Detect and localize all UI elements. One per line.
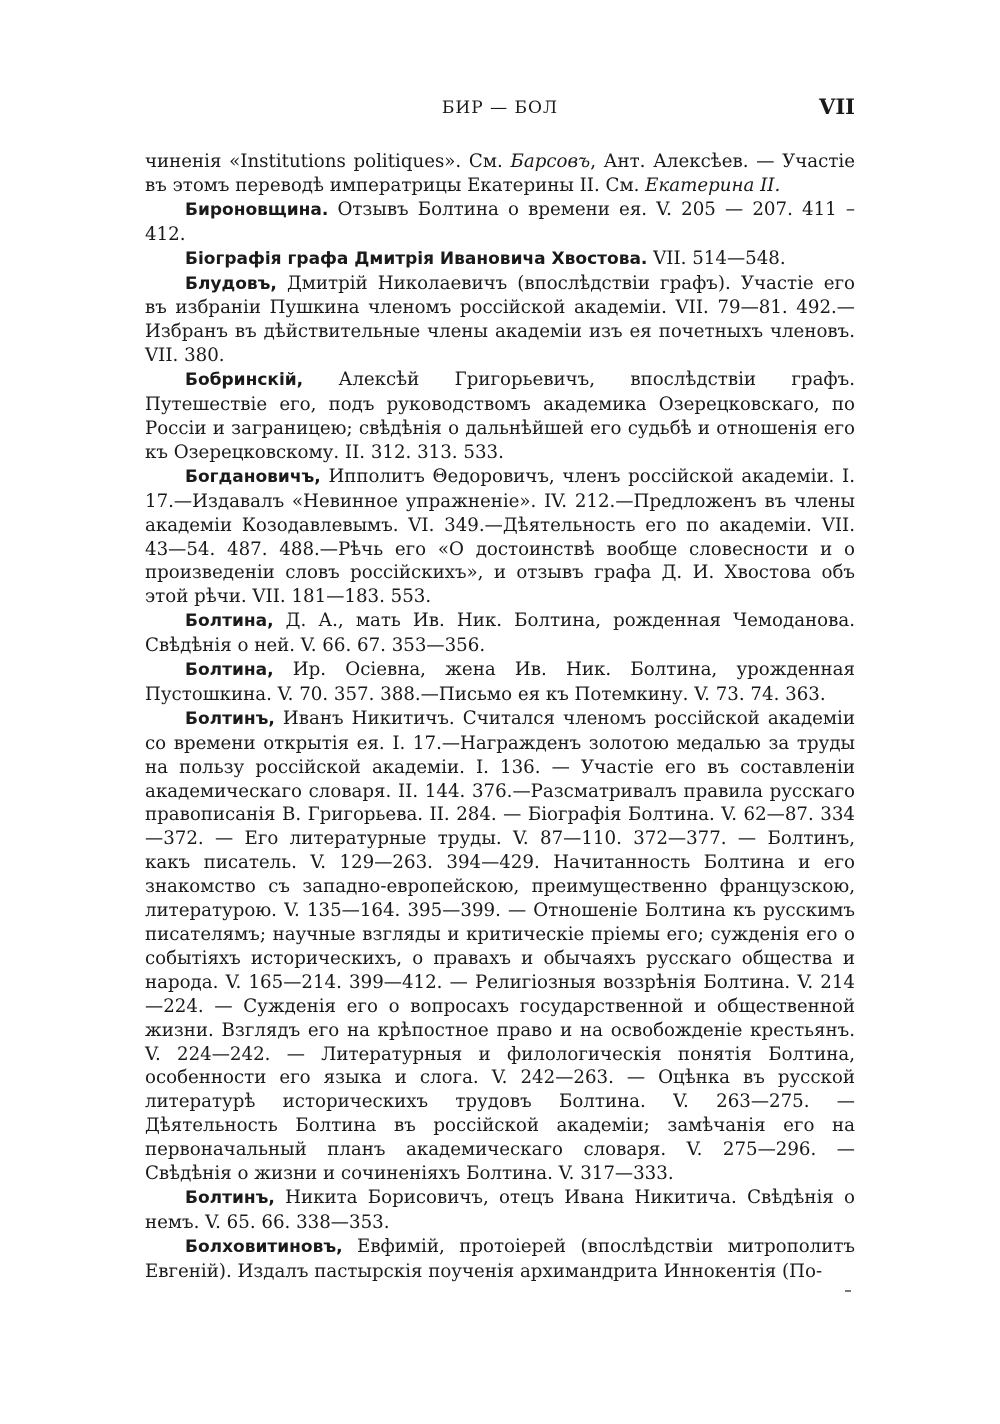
entry-headword: Болтинъ,: [185, 1187, 275, 1208]
entry-headword: Болховитиновъ,: [185, 1236, 343, 1257]
entry-headword: Болтинъ,: [185, 708, 275, 729]
entry-headword: Болтина,: [185, 611, 274, 632]
index-entry: Болтинъ, Иванъ Никитичъ. Считался членомъ россійской академіи со времени открытія ея. I. 17.—Награжденъ золотою медалью за труды на пользу россійской академіи. I. 136. — Участіе его въ составленіи академическаго словаря. II. 144. 376.—Разсматривалъ правила русскаго правописанія В. Григорьева. II. 284. — Біографія Болтина. V. 62—87. 334—372. — Его литературные труды. V. 87—110. 372—377. — Болтинъ, какъ писатель. V. 129—263. 394—429. Начитанность Болтина и его знакомство съ западно-европейскою, преимущественно французскою, литературою. V. 135—164. 395—399. — Отношеніе Болтина къ русскимъ писателямъ; научные взгляды и критическіе пріемы его; сужденія его о событіяхъ историческихъ, о правахъ и обычаяхъ русскаго общества и народа. V. 165—214. 399—412. — Религіозныя воззрѣнія Болтина. V. 214—224. — Сужденія его о вопросахъ государственной и общественной жизни. Взглядъ его на крѣпостное право и на освобожденіе крестьянъ. V. 224—242. — Литературныя и филологическія понятія Болтина, особенности его языка и слога. V. 242—263. — Оцѣнка въ русской литературѣ историческихъ трудовъ Болтина. V. 263—275. — Дѣятельность Болтина въ россійской академіи; замѣчанія его на первоначальный планъ академическаго словаря. V. 275—296. — Свѣдѣнія о жизни и сочиненіяхъ Болтина. V. 317—333.: [145, 707, 855, 1185]
index-entry-continued: чиненія «Institutions politiques». См. Барсовъ, Ант. Алексѣев. — Участіе въ этомъ переводѣ императрицы Екатерины II. См. Екатерина II.: [145, 151, 855, 196]
index-entry: Болтинъ, Никита Борисовичъ, отецъ Ивана Никитича. Свѣдѣнія о немъ. V. 65. 66. 338—353.: [145, 1186, 855, 1233]
index-entry: Болховитиновъ, Евфимій, протоіерей (впослѣдствіи митрополитъ Евгеній). Издалъ пастырскія поученія архимандрита Иннокентія (По-: [145, 1235, 855, 1282]
index-entry: Болтина, Ир. Осіевна, жена Ив. Ник. Болтина, урожденная Пустошкина. V. 70. 357. 388.—Письмо ея къ Потемкину. V. 73. 74. 363.: [145, 659, 855, 705]
index-entry: Болтина, Д. А., мать Ив. Ник. Болтина, рожденная Чемоданова. Свѣдѣнія о ней. V. 66. 67. 353—356.: [145, 610, 855, 657]
page-header: [145, 92, 855, 126]
print-speck: [845, 1290, 851, 1292]
index-entry: Біографія графа Дмитрія Ивановича Хвостова. VII. 514—548.: [185, 247, 786, 269]
entry-headword: Богдановичъ,: [185, 466, 321, 487]
entry-headword: Бироновщина.: [185, 199, 329, 220]
index-entry: Блудовъ, Дмитрій Николаевичъ (впослѣдствіи графъ). Участіе его въ избраніи Пушкина членомъ россійской академіи. VII. 79—81. 492.—Избранъ въ дѣйствительные члены академіи изъ ея почетныхъ членовъ. VII. 380.: [145, 272, 855, 367]
entry-headword: Блудовъ,: [185, 273, 277, 294]
page-number: VII: [819, 94, 855, 119]
index-entry: Богдановичъ, Ипполитъ Θедоровичъ, членъ россійской академіи. I. 17.—Издавалъ «Невинное упражненіе». IV. 212.—Предложенъ въ члены академіи Козодавлевымъ. VI. 349.—Дѣятельность его по академіи. VII. 43—54. 487. 488.—Рѣчь его «О достоинствѣ вообще словесности и о произведеніи словъ россійскихъ», и отзывъ графа Д. И. Хвостова объ этой рѣчи. VII. 181—183. 553.: [145, 465, 855, 608]
entry-headword: Бобринскій,: [185, 370, 304, 391]
index-entry: Бобринскій, Алексѣй Григорьевичъ, впослѣдствіи графъ. Путешествіе его, подъ руководствомъ академика Озерецковскаго, по Россіи и заграницею; свѣдѣнія о дальнѣйшей его судьбѣ и отношенія его къ Озерецковскому. II. 312. 313. 533.: [145, 369, 855, 463]
entry-headword: Біографія графа Дмитрія Ивановича Хвостова.: [185, 248, 648, 269]
index-text: [145, 150, 855, 1284]
running-title: БИР — БОЛ: [441, 98, 559, 118]
entry-headword: Болтина,: [185, 660, 274, 681]
index-entry: Бироновщина. Отзывъ Болтина о времени ея. V. 205 — 207. 411 – 412.: [145, 198, 855, 245]
